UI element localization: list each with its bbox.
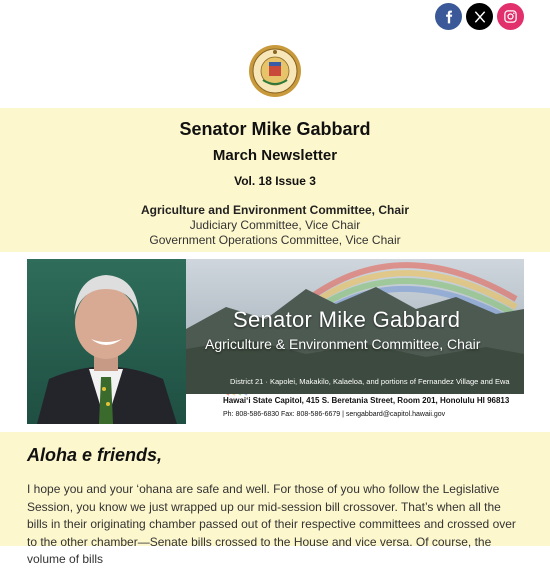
x-link[interactable] (466, 3, 493, 30)
seal-container (0, 44, 550, 98)
x-icon (473, 10, 487, 24)
facebook-icon (442, 10, 456, 24)
committee-role: Judiciary Committee, Vice Chair (189, 218, 361, 232)
newsletter-title: March Newsletter (212, 147, 338, 164)
senator-banner (27, 259, 524, 424)
banner-subtitle: Agriculture & Environment Committee, Chair (205, 336, 481, 352)
senator-name: Senator Mike Gabbard (179, 119, 371, 139)
instagram-icon (503, 9, 518, 24)
committee-chair: Agriculture and Environment Committee, Chair (140, 203, 410, 217)
facebook-link[interactable] (435, 3, 462, 30)
intro-paragraph: I hope you and your ‘ohana are safe and well. For those of you who follow the Legislative Session, you know we just wrapped up our mid-session bill crossover. That’s when all the bills in their originating chamber passed out of their respective committees and crossed over to the other chamber—Senate bills crossed to the House and vice versa. Of course, the volume of bills (27, 482, 516, 566)
banner-title: Senator Mike Gabbard (233, 307, 461, 332)
banner-address: Hawaiʻi State Capitol, 415 S. Beretania Street, Room 201, Honolulu HI 96813 (223, 396, 510, 405)
senator-portrait (27, 259, 186, 424)
banner-district: District 21 · Kapolei, Makakilo, Kalaeloa, and portions of Fernandez Village and Ewa (230, 377, 510, 386)
greeting: Aloha e friends, (27, 445, 163, 465)
instagram-link[interactable] (497, 3, 524, 30)
banner-contact: Ph: 808-586-6830 Fax: 808-586-6679 | sengabbard@capitol.hawaii.gov (223, 411, 446, 418)
header-band (0, 108, 550, 252)
issue-volume: Vol. 18 Issue 3 (234, 174, 316, 188)
committee-role: Government Operations Committee, Vice Chair (149, 233, 401, 247)
social-links (435, 3, 524, 30)
state-seal-icon (248, 44, 302, 98)
letter-body (0, 432, 550, 566)
